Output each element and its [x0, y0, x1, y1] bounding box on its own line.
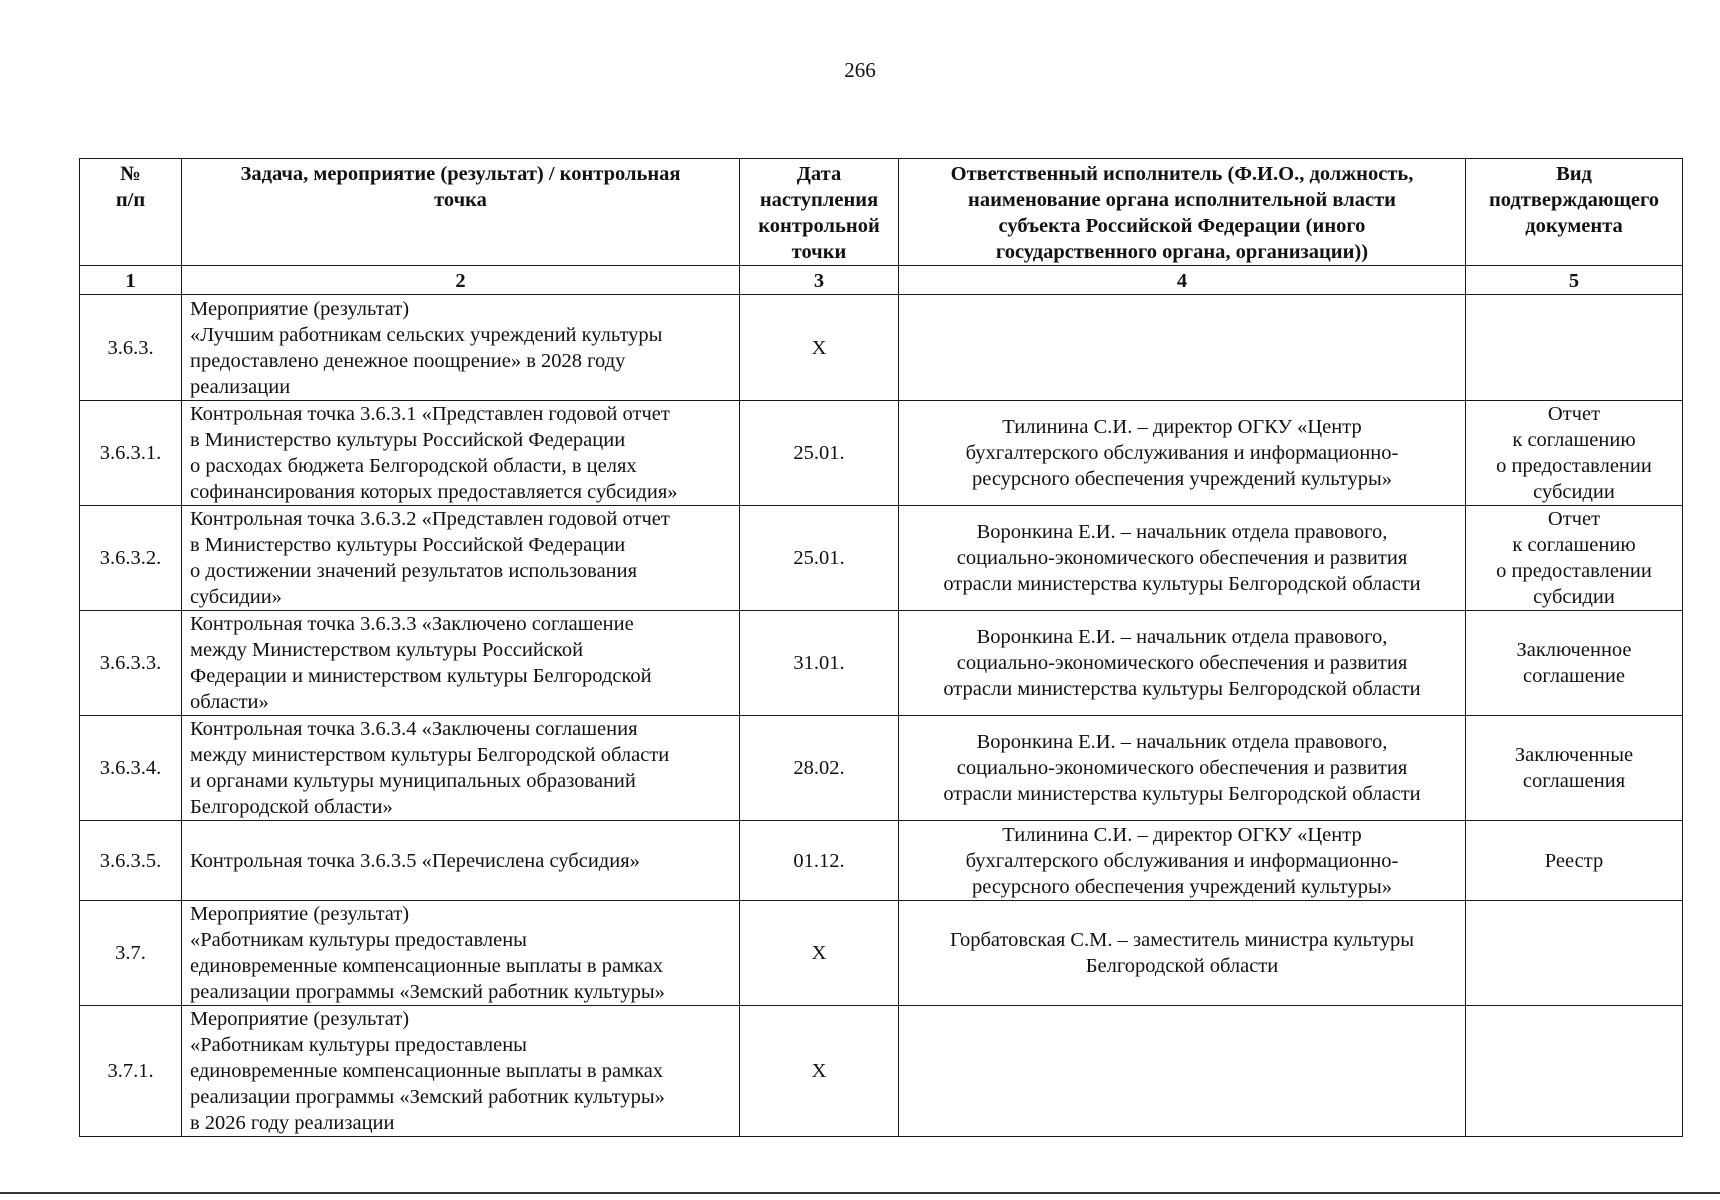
column-number-row — [80, 266, 1683, 295]
header-task: Задача, мероприятие (результат) / контрольная точка — [182, 159, 740, 266]
date-cell: 28.02. — [740, 716, 899, 821]
column-number: 4 — [899, 266, 1466, 295]
checkpoint-table — [79, 158, 1683, 1137]
responsible-cell: Тилинина С.И. – директор ОГКУ «Центр бухгалтерского обслуживания и информационно- ресурсного обеспечения учреждений культуры» — [899, 401, 1466, 506]
table-row — [80, 716, 1683, 821]
table-row — [80, 821, 1683, 901]
responsible-cell: Воронкина Е.И. – начальник отдела правового, социально-экономического обеспечения и развития отрасли министерства культуры Белгородской области — [899, 611, 1466, 716]
date-cell: 01.12. — [740, 821, 899, 901]
table-row — [80, 1006, 1683, 1137]
document-cell: Отчет к соглашению о предоставлении субсидии — [1466, 506, 1683, 611]
row-number: 3.6.3.5. — [80, 821, 182, 901]
date-cell: 31.01. — [740, 611, 899, 716]
task-cell: Контрольная точка 3.6.3.4 «Заключены соглашения между министерством культуры Белгородской области и органами культуры муниципальных образований Белгородской области» — [182, 716, 740, 821]
table-row — [80, 901, 1683, 1006]
row-number: 3.6.3. — [80, 295, 182, 401]
responsible-cell: Воронкина Е.И. – начальник отдела правового, социально-экономического обеспечения и развития отрасли министерства культуры Белгородской области — [899, 716, 1466, 821]
column-number: 2 — [182, 266, 740, 295]
date-cell: 25.01. — [740, 506, 899, 611]
date-cell: X — [740, 901, 899, 1006]
row-number: 3.7. — [80, 901, 182, 1006]
task-cell: Мероприятие (результат) «Лучшим работникам сельских учреждений культуры предоставлено денежное поощрение» в 2028 году реализации — [182, 295, 740, 401]
responsible-cell — [899, 295, 1466, 401]
table-row — [80, 295, 1683, 401]
header-date: Дата наступления контрольной точки — [740, 159, 899, 266]
date-cell: X — [740, 1006, 899, 1137]
table-header-row — [80, 159, 1683, 266]
table-row — [80, 506, 1683, 611]
date-cell: 25.01. — [740, 401, 899, 506]
header-document: Вид подтверждающего документа — [1466, 159, 1683, 266]
row-number: 3.7.1. — [80, 1006, 182, 1137]
document-cell: Заключенное соглашение — [1466, 611, 1683, 716]
header-number: № п/п — [80, 159, 182, 266]
responsible-cell — [899, 1006, 1466, 1137]
document-cell: Отчет к соглашению о предоставлении субсидии — [1466, 401, 1683, 506]
document-cell — [1466, 901, 1683, 1006]
task-cell: Мероприятие (результат) «Работникам культуры предоставлены единовременные компенсационные выплаты в рамках реализации программы «Земский работник культуры» — [182, 901, 740, 1006]
responsible-cell: Воронкина Е.И. – начальник отдела правового, социально-экономического обеспечения и развития отрасли министерства культуры Белгородской области — [899, 506, 1466, 611]
task-cell: Контрольная точка 3.6.3.3 «Заключено соглашение между Министерством культуры Российской Федерации и министерством культуры Белгородской области» — [182, 611, 740, 716]
column-number: 5 — [1466, 266, 1683, 295]
row-number: 3.6.3.3. — [80, 611, 182, 716]
task-cell: Контрольная точка 3.6.3.5 «Перечислена субсидия» — [182, 821, 740, 901]
date-cell: X — [740, 295, 899, 401]
page-edge-line — [0, 1192, 1720, 1194]
column-number: 1 — [80, 266, 182, 295]
row-number: 3.6.3.1. — [80, 401, 182, 506]
task-cell: Контрольная точка 3.6.3.1 «Представлен годовой отчет в Министерство культуры Российской Федерации о расходах бюджета Белгородской области, в целях софинансирования которых предоставляется субсидия» — [182, 401, 740, 506]
table-row — [80, 401, 1683, 506]
document-cell — [1466, 295, 1683, 401]
responsible-cell: Тилинина С.И. – директор ОГКУ «Центр бухгалтерского обслуживания и информационно- ресурсного обеспечения учреждений культуры» — [899, 821, 1466, 901]
document-cell: Реестр — [1466, 821, 1683, 901]
page-number: 266 — [844, 58, 876, 82]
row-number: 3.6.3.4. — [80, 716, 182, 821]
document-cell — [1466, 1006, 1683, 1137]
task-cell: Контрольная точка 3.6.3.2 «Представлен годовой отчет в Министерство культуры Российской Федерации о достижении значений результатов использования субсидии» — [182, 506, 740, 611]
header-responsible: Ответственный исполнитель (Ф.И.О., должность, наименование органа исполнительной власти субъекта Российской Федерации (иного государственного органа, организации)) — [899, 159, 1466, 266]
document-cell: Заключенные соглашения — [1466, 716, 1683, 821]
column-number: 3 — [740, 266, 899, 295]
row-number: 3.6.3.2. — [80, 506, 182, 611]
table-row — [80, 611, 1683, 716]
task-cell: Мероприятие (результат) «Работникам культуры предоставлены единовременные компенсационные выплаты в рамках реализации программы «Земский работник культуры» в 2026 году реализации — [182, 1006, 740, 1137]
responsible-cell: Горбатовская С.М. – заместитель министра культуры Белгородской области — [899, 901, 1466, 1006]
